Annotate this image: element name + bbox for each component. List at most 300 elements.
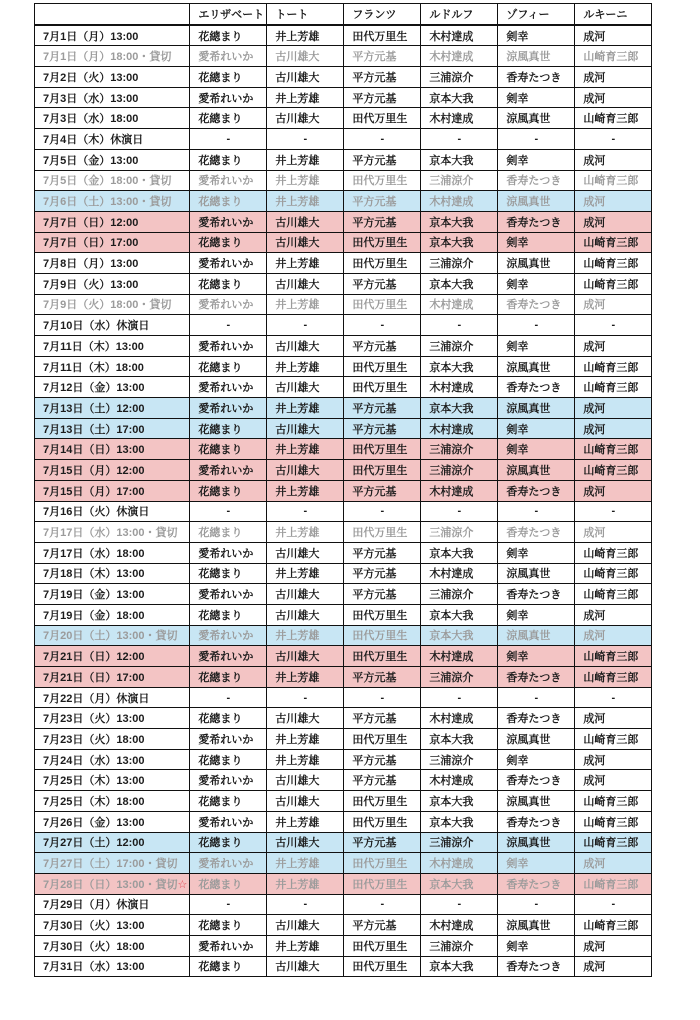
- date-cell: 7月15日（月）12:00: [35, 460, 190, 481]
- cast-cell: 剣幸: [498, 439, 575, 460]
- cast-cell: 三浦涼介: [421, 170, 498, 191]
- table-row: [35, 811, 652, 832]
- cast-cell: 田代万里生: [344, 625, 421, 646]
- table-body: [35, 25, 652, 977]
- cast-cell: 愛希れいか: [190, 294, 267, 315]
- date-cell: 7月1日（月）13:00: [35, 25, 190, 46]
- cast-cell: 井上芳雄: [267, 667, 344, 688]
- cast-cell: 愛希れいか: [190, 811, 267, 832]
- date-cell: 7月9日（火）13:00: [35, 273, 190, 294]
- star-icon: ☆: [177, 878, 188, 891]
- cast-cell: 愛希れいか: [190, 377, 267, 398]
- cast-cell: 涼風真世: [498, 729, 575, 750]
- cast-cell: 木村達成: [421, 25, 498, 46]
- table-row: [35, 729, 652, 750]
- cast-cell: 木村達成: [421, 770, 498, 791]
- cast-cell: 京本大我: [421, 604, 498, 625]
- date-cell: 7月27日（土）17:00・貸切: [35, 853, 190, 874]
- cast-cell: 平方元基: [344, 191, 421, 212]
- cast-cell: 涼風真世: [498, 356, 575, 377]
- cast-cell: 田代万里生: [344, 294, 421, 315]
- cast-cell: 平方元基: [344, 480, 421, 501]
- cast-cell: 田代万里生: [344, 729, 421, 750]
- cast-cell: 愛希れいか: [190, 584, 267, 605]
- cast-cell: 京本大我: [421, 87, 498, 108]
- cast-cell: 木村達成: [421, 191, 498, 212]
- cast-cell: 田代万里生: [344, 232, 421, 253]
- cast-cell: 香寿たつき: [498, 170, 575, 191]
- date-cell: 7月10日（水）休演日: [35, 315, 190, 336]
- table-row: [35, 604, 652, 625]
- date-cell: 7月5日（金）13:00: [35, 149, 190, 170]
- cast-cell: 井上芳雄: [267, 563, 344, 584]
- cast-cell: 花總まり: [190, 418, 267, 439]
- cast-cell: 愛希れいか: [190, 87, 267, 108]
- cast-cell: 香寿たつき: [498, 67, 575, 88]
- cast-cell: 井上芳雄: [267, 191, 344, 212]
- cast-cell: -: [498, 501, 575, 522]
- cast-cell: -: [575, 687, 652, 708]
- cast-cell: 井上芳雄: [267, 811, 344, 832]
- cast-cell: 涼風真世: [498, 915, 575, 936]
- cast-cell: 成河: [575, 294, 652, 315]
- cast-cell: 山崎育三郎: [575, 232, 652, 253]
- cast-cell: 山崎育三郎: [575, 873, 652, 894]
- cast-cell: 京本大我: [421, 729, 498, 750]
- cast-cell: -: [421, 129, 498, 150]
- table-row: [35, 584, 652, 605]
- cast-cell: 古川雄大: [267, 46, 344, 67]
- cast-cell: 涼風真世: [498, 460, 575, 481]
- cast-cell: 涼風真世: [498, 791, 575, 812]
- cast-cell: 京本大我: [421, 625, 498, 646]
- cast-cell: -: [421, 315, 498, 336]
- cast-cell: 井上芳雄: [267, 853, 344, 874]
- date-cell: 7月13日（土）12:00: [35, 398, 190, 419]
- cast-cell: 平方元基: [344, 273, 421, 294]
- table-row: [35, 460, 652, 481]
- table-row: [35, 108, 652, 129]
- cast-cell: -: [190, 894, 267, 915]
- date-cell: 7月30日（火）18:00: [35, 935, 190, 956]
- cast-cell: 平方元基: [344, 211, 421, 232]
- cast-cell: 愛希れいか: [190, 729, 267, 750]
- table-row: [35, 87, 652, 108]
- cast-cell: 剣幸: [498, 604, 575, 625]
- cast-cell: 平方元基: [344, 149, 421, 170]
- table-row: [35, 356, 652, 377]
- cast-cell: 木村達成: [421, 915, 498, 936]
- table-row: [35, 563, 652, 584]
- table-row: [35, 149, 652, 170]
- cast-cell: 平方元基: [344, 667, 421, 688]
- table-row: [35, 129, 652, 150]
- cast-cell: 田代万里生: [344, 811, 421, 832]
- cast-cell: 古川雄大: [267, 708, 344, 729]
- cast-cell: 香寿たつき: [498, 667, 575, 688]
- cast-cell: 三浦涼介: [421, 336, 498, 357]
- table-row: [35, 667, 652, 688]
- cast-cell: -: [498, 315, 575, 336]
- cast-cell: 田代万里生: [344, 253, 421, 274]
- cast-cell: 花總まり: [190, 563, 267, 584]
- cast-cell: -: [190, 129, 267, 150]
- table-row: [35, 708, 652, 729]
- date-cell: 7月7日（日）17:00: [35, 232, 190, 253]
- cast-cell: 田代万里生: [344, 522, 421, 543]
- cast-cell: 田代万里生: [344, 646, 421, 667]
- cast-cell: 剣幸: [498, 87, 575, 108]
- cast-cell: 愛希れいか: [190, 211, 267, 232]
- table-row: [35, 315, 652, 336]
- date-cell: 7月25日（木）13:00: [35, 770, 190, 791]
- date-cell: 7月7日（日）12:00: [35, 211, 190, 232]
- cast-cell: 山崎育三郎: [575, 377, 652, 398]
- cast-cell: 山崎育三郎: [575, 356, 652, 377]
- cast-cell: 古川雄大: [267, 460, 344, 481]
- cast-cell: 京本大我: [421, 811, 498, 832]
- cast-cell: 木村達成: [421, 377, 498, 398]
- cast-cell: 愛希れいか: [190, 46, 267, 67]
- cast-cell: 京本大我: [421, 149, 498, 170]
- cast-cell: 平方元基: [344, 67, 421, 88]
- cast-cell: 花總まり: [190, 832, 267, 853]
- cast-cell: 成河: [575, 149, 652, 170]
- cast-cell: 平方元基: [344, 770, 421, 791]
- cast-cell: 古川雄大: [267, 418, 344, 439]
- cast-cell: 愛希れいか: [190, 646, 267, 667]
- table-row: [35, 542, 652, 563]
- cast-cell: 井上芳雄: [267, 729, 344, 750]
- table-row: [35, 770, 652, 791]
- table-row: [35, 46, 652, 67]
- cast-cell: 花總まり: [190, 956, 267, 977]
- date-cell: 7月9日（火）18:00・貸切: [35, 294, 190, 315]
- cast-cell: -: [267, 894, 344, 915]
- cast-cell: 剣幸: [498, 646, 575, 667]
- date-cell: 7月26日（金）13:00: [35, 811, 190, 832]
- cast-cell: 花總まり: [190, 273, 267, 294]
- cast-cell: 成河: [575, 749, 652, 770]
- cast-cell: 京本大我: [421, 211, 498, 232]
- cast-cell: 井上芳雄: [267, 439, 344, 460]
- cast-cell: 香寿たつき: [498, 211, 575, 232]
- cast-cell: 愛希れいか: [190, 542, 267, 563]
- cast-cell: 成河: [575, 770, 652, 791]
- cast-cell: 剣幸: [498, 149, 575, 170]
- cast-cell: 田代万里生: [344, 853, 421, 874]
- cast-cell: 井上芳雄: [267, 253, 344, 274]
- column-header-6: ルキーニ: [575, 4, 652, 25]
- table-row: [35, 749, 652, 770]
- cast-cell: 古川雄大: [267, 791, 344, 812]
- cast-cell: 山崎育三郎: [575, 646, 652, 667]
- cast-cell: 田代万里生: [344, 935, 421, 956]
- cast-cell: 古川雄大: [267, 956, 344, 977]
- cast-cell: 井上芳雄: [267, 87, 344, 108]
- cast-cell: -: [344, 315, 421, 336]
- cast-cell: 三浦涼介: [421, 667, 498, 688]
- cast-cell: 香寿たつき: [498, 811, 575, 832]
- cast-cell: 剣幸: [498, 232, 575, 253]
- cast-cell: 平方元基: [344, 87, 421, 108]
- cast-cell: 三浦涼介: [421, 67, 498, 88]
- cast-cell: 剣幸: [498, 418, 575, 439]
- cast-cell: 京本大我: [421, 956, 498, 977]
- date-cell: 7月22日（月）休演日: [35, 687, 190, 708]
- table-row: [35, 894, 652, 915]
- table-row: [35, 294, 652, 315]
- cast-cell: 木村達成: [421, 46, 498, 67]
- cast-cell: 井上芳雄: [267, 625, 344, 646]
- date-cell: 7月17日（水）18:00: [35, 542, 190, 563]
- cast-cell: 花總まり: [190, 67, 267, 88]
- table-row: [35, 191, 652, 212]
- date-cell: 7月21日（日）17:00: [35, 667, 190, 688]
- cast-cell: -: [575, 315, 652, 336]
- cast-cell: 成河: [575, 625, 652, 646]
- cast-cell: 涼風真世: [498, 832, 575, 853]
- cast-cell: 古川雄大: [267, 915, 344, 936]
- cast-cell: -: [267, 687, 344, 708]
- cast-cell: 愛希れいか: [190, 398, 267, 419]
- cast-cell: 古川雄大: [267, 108, 344, 129]
- table-row: [35, 832, 652, 853]
- cast-cell: 成河: [575, 398, 652, 419]
- date-cell: 7月19日（金）13:00: [35, 584, 190, 605]
- cast-cell: 香寿たつき: [498, 770, 575, 791]
- cast-cell: 井上芳雄: [267, 170, 344, 191]
- cast-cell: 花總まり: [190, 191, 267, 212]
- cast-cell: 花總まり: [190, 480, 267, 501]
- cast-cell: 香寿たつき: [498, 956, 575, 977]
- cast-cell: 涼風真世: [498, 191, 575, 212]
- cast-cell: 剣幸: [498, 273, 575, 294]
- cast-cell: 愛希れいか: [190, 460, 267, 481]
- table-row: [35, 915, 652, 936]
- cast-cell: -: [190, 687, 267, 708]
- cast-cell: 成河: [575, 853, 652, 874]
- date-cell: 7月15日（月）17:00: [35, 480, 190, 501]
- date-cell: 7月29日（月）休演日: [35, 894, 190, 915]
- cast-cell: -: [344, 894, 421, 915]
- cast-cell: 剣幸: [498, 935, 575, 956]
- cast-cell: 香寿たつき: [498, 522, 575, 543]
- cast-cell: 成河: [575, 522, 652, 543]
- cast-cell: 田代万里生: [344, 377, 421, 398]
- cast-cell: 香寿たつき: [498, 480, 575, 501]
- cast-cell: 山崎育三郎: [575, 811, 652, 832]
- cast-cell: 田代万里生: [344, 170, 421, 191]
- date-cell: 7月2日（火）13:00: [35, 67, 190, 88]
- column-header-5: ゾフィー: [498, 4, 575, 25]
- cast-cell: 井上芳雄: [267, 522, 344, 543]
- cast-cell: 愛希れいか: [190, 336, 267, 357]
- table-row: [35, 646, 652, 667]
- cast-cell: -: [267, 501, 344, 522]
- cast-cell: -: [190, 315, 267, 336]
- cast-cell: 古川雄大: [267, 646, 344, 667]
- cast-cell: 平方元基: [344, 749, 421, 770]
- column-header-1: エリザベート: [190, 4, 267, 25]
- cast-cell: 木村達成: [421, 108, 498, 129]
- table-row: [35, 377, 652, 398]
- table-row: [35, 170, 652, 191]
- cast-cell: 成河: [575, 191, 652, 212]
- cast-cell: 花總まり: [190, 667, 267, 688]
- cast-cell: 山崎育三郎: [575, 563, 652, 584]
- table-row: [35, 625, 652, 646]
- cast-cell: 三浦涼介: [421, 832, 498, 853]
- date-column-header: [35, 4, 190, 25]
- cast-cell: 井上芳雄: [267, 25, 344, 46]
- cast-cell: 三浦涼介: [421, 749, 498, 770]
- cast-cell: 古川雄大: [267, 584, 344, 605]
- cast-cell: 井上芳雄: [267, 294, 344, 315]
- date-cell: 7月23日（火）13:00: [35, 708, 190, 729]
- date-cell: 7月3日（水）13:00: [35, 87, 190, 108]
- date-cell: 7月23日（火）18:00: [35, 729, 190, 750]
- cast-cell: 剣幸: [498, 542, 575, 563]
- cast-cell: -: [498, 894, 575, 915]
- cast-cell: 香寿たつき: [498, 294, 575, 315]
- cast-cell: -: [421, 687, 498, 708]
- cast-cell: 愛希れいか: [190, 170, 267, 191]
- cast-cell: 古川雄大: [267, 377, 344, 398]
- cast-cell: -: [575, 501, 652, 522]
- table-row: [35, 501, 652, 522]
- cast-cell: 田代万里生: [344, 956, 421, 977]
- column-header-3: フランツ: [344, 4, 421, 25]
- cast-cell: 木村達成: [421, 563, 498, 584]
- date-cell: 7月4日（木）休演日: [35, 129, 190, 150]
- cast-cell: 山崎育三郎: [575, 46, 652, 67]
- table-row: [35, 873, 652, 894]
- cast-cell: 山崎育三郎: [575, 108, 652, 129]
- cast-cell: 井上芳雄: [267, 480, 344, 501]
- cast-cell: 平方元基: [344, 915, 421, 936]
- cast-cell: 花總まり: [190, 108, 267, 129]
- cast-cell: 井上芳雄: [267, 873, 344, 894]
- cast-cell: 田代万里生: [344, 791, 421, 812]
- header-row: [35, 4, 652, 25]
- cast-cell: -: [575, 894, 652, 915]
- cast-cell: 花總まり: [190, 232, 267, 253]
- cast-cell: 成河: [575, 211, 652, 232]
- cast-cell: 山崎育三郎: [575, 273, 652, 294]
- cast-cell: 平方元基: [344, 832, 421, 853]
- table-row: [35, 211, 652, 232]
- date-cell: 7月24日（水）13:00: [35, 749, 190, 770]
- cast-cell: 木村達成: [421, 480, 498, 501]
- cast-cell: 山崎育三郎: [575, 170, 652, 191]
- cast-cell: 涼風真世: [498, 46, 575, 67]
- cast-cell: 山崎育三郎: [575, 439, 652, 460]
- cast-cell: -: [344, 501, 421, 522]
- date-cell: 7月11日（木）13:00: [35, 336, 190, 357]
- cast-cell: -: [498, 129, 575, 150]
- cast-cell: 花總まり: [190, 791, 267, 812]
- cast-cell: 木村達成: [421, 646, 498, 667]
- cast-cell: 山崎育三郎: [575, 584, 652, 605]
- cast-cell: 山崎育三郎: [575, 791, 652, 812]
- date-cell: 7月17日（水）13:00・貸切: [35, 522, 190, 543]
- cast-cell: 愛希れいか: [190, 853, 267, 874]
- table-row: [35, 232, 652, 253]
- cast-cell: 三浦涼介: [421, 935, 498, 956]
- cast-cell: 花總まり: [190, 915, 267, 936]
- cast-cell: 京本大我: [421, 356, 498, 377]
- cast-cell: 京本大我: [421, 273, 498, 294]
- cast-cell: 山崎育三郎: [575, 832, 652, 853]
- cast-cell: 田代万里生: [344, 604, 421, 625]
- cast-cell: 花總まり: [190, 749, 267, 770]
- cast-cell: 古川雄大: [267, 542, 344, 563]
- date-cell: 7月31日（水）13:00: [35, 956, 190, 977]
- cast-cell: 香寿たつき: [498, 708, 575, 729]
- table-row: [35, 67, 652, 88]
- date-cell: 7月30日（火）13:00: [35, 915, 190, 936]
- date-cell: 7月14日（日）13:00: [35, 439, 190, 460]
- table-row: [35, 956, 652, 977]
- cast-cell: 古川雄大: [267, 770, 344, 791]
- cast-cell: 成河: [575, 604, 652, 625]
- cast-cell: 京本大我: [421, 791, 498, 812]
- cast-cell: 井上芳雄: [267, 749, 344, 770]
- date-cell: 7月18日（木）13:00: [35, 563, 190, 584]
- date-cell: 7月20日（土）13:00・貸切: [35, 625, 190, 646]
- cast-cell: 木村達成: [421, 294, 498, 315]
- cast-cell: -: [267, 129, 344, 150]
- cast-cell: 井上芳雄: [267, 398, 344, 419]
- cast-cell: 山崎育三郎: [575, 253, 652, 274]
- cast-cell: 花總まり: [190, 25, 267, 46]
- cast-cell: 成河: [575, 935, 652, 956]
- table-head: [35, 4, 652, 25]
- date-cell: 7月11日（木）18:00: [35, 356, 190, 377]
- table-row: [35, 25, 652, 46]
- date-cell: 7月6日（土）13:00・貸切: [35, 191, 190, 212]
- date-cell: 7月27日（土）12:00: [35, 832, 190, 853]
- cast-cell: 木村達成: [421, 418, 498, 439]
- cast-cell: 田代万里生: [344, 873, 421, 894]
- table-row: [35, 253, 652, 274]
- cast-cell: 涼風真世: [498, 398, 575, 419]
- cast-cell: 愛希れいか: [190, 253, 267, 274]
- cast-cell: 成河: [575, 418, 652, 439]
- cast-cell: -: [421, 501, 498, 522]
- cast-cell: 花總まり: [190, 439, 267, 460]
- date-cell: 7月12日（金）13:00: [35, 377, 190, 398]
- cast-cell: 井上芳雄: [267, 149, 344, 170]
- date-cell: 7月16日（火）休演日: [35, 501, 190, 522]
- cast-cell: 成河: [575, 87, 652, 108]
- cast-cell: 京本大我: [421, 398, 498, 419]
- cast-cell: 木村達成: [421, 708, 498, 729]
- table-row: [35, 418, 652, 439]
- table-row: [35, 687, 652, 708]
- cast-cell: 京本大我: [421, 542, 498, 563]
- table-row: [35, 480, 652, 501]
- cast-cell: -: [344, 687, 421, 708]
- cast-cell: 古川雄大: [267, 273, 344, 294]
- date-cell: 7月1日（月）18:00・貸切: [35, 46, 190, 67]
- cast-cell: -: [421, 894, 498, 915]
- cast-cell: 剣幸: [498, 336, 575, 357]
- cast-cell: 京本大我: [421, 232, 498, 253]
- cast-cell: 木村達成: [421, 853, 498, 874]
- cast-cell: -: [190, 501, 267, 522]
